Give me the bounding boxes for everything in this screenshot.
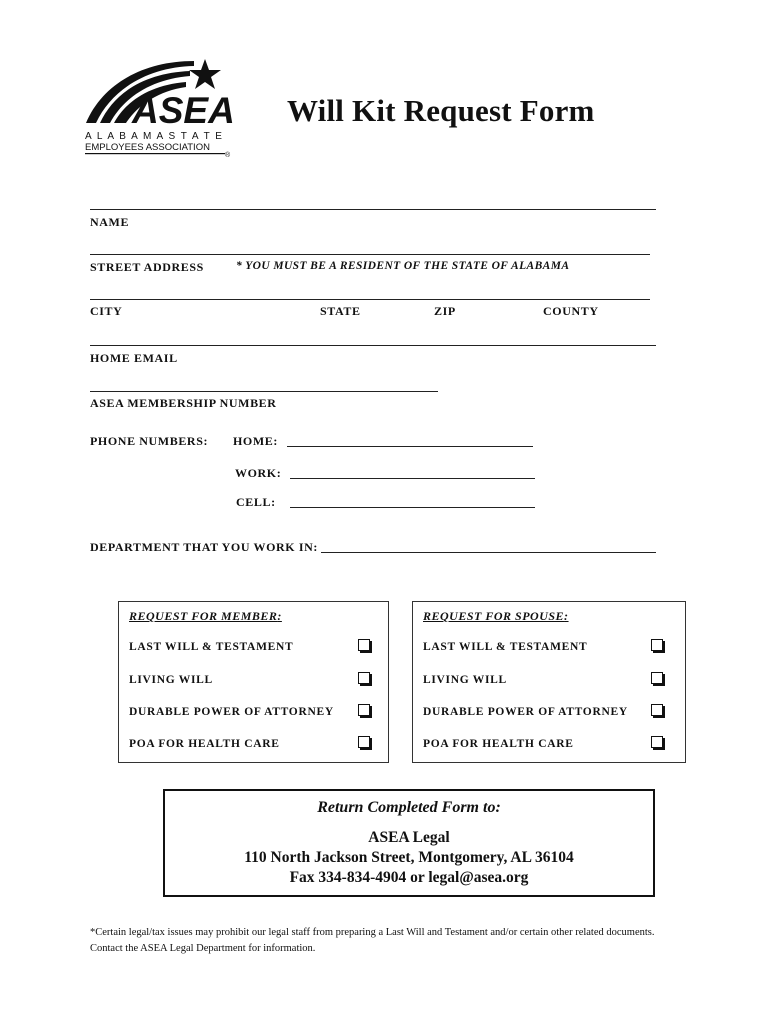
member-item-label: LAST WILL & TESTAMENT [129, 641, 294, 653]
member-durable-poa-checkbox[interactable] [358, 704, 370, 716]
cell-phone-field-line[interactable] [290, 507, 535, 508]
member-request-box [118, 601, 389, 763]
spouse-item-label: LIVING WILL [423, 674, 507, 686]
home-phone-label: HOME: [233, 434, 278, 448]
logo-line1: A L A B A M A S T A T E [85, 131, 224, 142]
zip-label: ZIP [434, 304, 456, 318]
street-address-label: STREET ADDRESS [90, 260, 204, 274]
logo-brand: ASEA [132, 90, 235, 131]
member-box-heading: REQUEST FOR MEMBER: [129, 609, 282, 623]
work-phone-field-line[interactable] [290, 478, 535, 479]
registered-mark: ® [225, 152, 231, 159]
member-item-label: DURABLE POWER OF ATTORNEY [129, 706, 334, 718]
work-phone-label: WORK: [235, 466, 282, 480]
home-phone-field-line[interactable] [287, 446, 533, 447]
asea-logo [82, 55, 242, 160]
spouse-living-will-checkbox[interactable] [651, 672, 663, 684]
home-email-field-line[interactable] [90, 345, 656, 346]
spouse-item-label: POA FOR HEALTH CARE [423, 738, 574, 750]
department-field-line[interactable] [321, 552, 656, 553]
return-heading: Return Completed Form to: [317, 799, 501, 816]
member-item-label: LIVING WILL [129, 674, 213, 686]
return-address-box [163, 789, 655, 897]
residency-note: * YOU MUST BE A RESIDENT OF THE STATE OF ALABAMA [236, 260, 570, 272]
home-email-label: HOME EMAIL [90, 351, 178, 365]
membership-number-field-line[interactable] [90, 391, 438, 392]
name-label: NAME [90, 215, 130, 229]
spouse-last-will-checkbox[interactable] [651, 639, 663, 651]
footnote: *Certain legal/tax issues may prohibit our legal staff from preparing a Last Will and Testament and/or certain other related documents. Contact the ASEA Legal Department for information. [90, 927, 655, 954]
spouse-box-heading: REQUEST FOR SPOUSE: [423, 609, 569, 623]
membership-number-label: ASEA MEMBERSHIP NUMBER [90, 396, 277, 410]
member-living-will-checkbox[interactable] [358, 672, 370, 684]
city-label: CITY [90, 304, 123, 318]
spouse-item-label: LAST WILL & TESTAMENT [423, 641, 588, 653]
name-field-line[interactable] [90, 209, 656, 210]
member-poa-health-checkbox[interactable] [358, 736, 370, 748]
department-label: DEPARTMENT THAT YOU WORK IN: [90, 540, 318, 554]
return-address: 110 North Jackson Street, Montgomery, AL 36104 [244, 849, 574, 866]
page-title: Will Kit Request Form [287, 93, 595, 128]
logo-line2: EMPLOYEES ASSOCIATION [85, 142, 210, 153]
member-item-label: POA FOR HEALTH CARE [129, 738, 280, 750]
spouse-request-box [412, 601, 686, 763]
spouse-item-label: DURABLE POWER OF ATTORNEY [423, 706, 628, 718]
county-label: COUNTY [543, 304, 599, 318]
spouse-poa-health-checkbox[interactable] [651, 736, 663, 748]
state-label: STATE [320, 304, 361, 318]
return-org: ASEA Legal [368, 829, 450, 846]
spouse-durable-poa-checkbox[interactable] [651, 704, 663, 716]
phone-numbers-label: PHONE NUMBERS: [90, 434, 209, 448]
member-last-will-checkbox[interactable] [358, 639, 370, 651]
city-state-zip-county-field-line[interactable] [90, 299, 650, 300]
return-contact: Fax 334-834-4904 or legal@asea.org [289, 869, 529, 886]
street-address-field-line[interactable] [90, 254, 650, 255]
cell-phone-label: CELL: [236, 495, 276, 509]
